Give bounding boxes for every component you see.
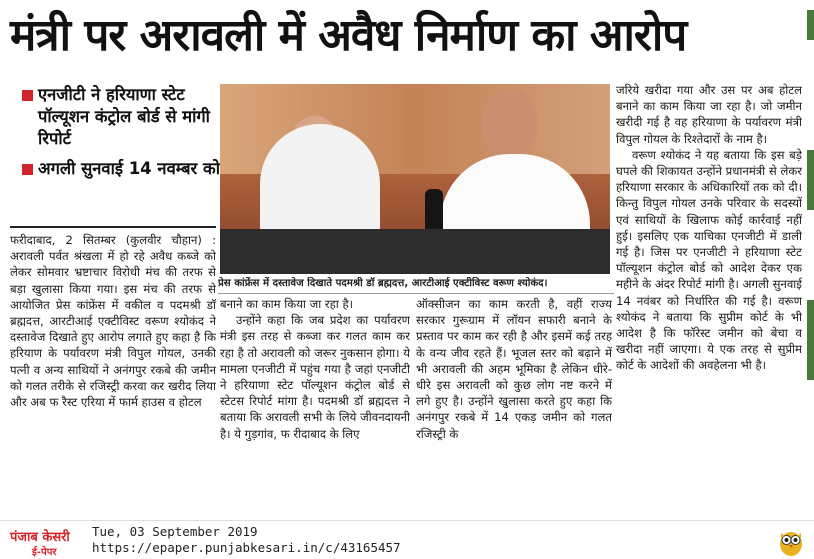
- article-column-1: [10, 232, 216, 518]
- edition-url[interactable]: https://epaper.punjabkesari.in/c/43165457: [92, 540, 401, 555]
- owl-mascot-icon: [778, 527, 804, 557]
- press-conference-photo: [220, 84, 610, 274]
- brand-logo[interactable]: पंजाब केसरी: [10, 530, 70, 545]
- article-dateline-para: फरीदाबाद, 2 सितम्बर (कुलवीर चौहान) : अरावली पर्वत श्रंखला में हो रहे अवैध कब्जे को लेकर सोमवार भ्रष्टाचार विरोधी मंच की तरफ से बड़ा खुलासा किया गया। इस मंच की तरफ से आयोजित प्रेस कांफ्रेंस में वकील व पदमश्री डॉ ब्रह्मदत्त, आरटीआई एक्टीविस्ट वरूण श्योकंद ने दस्तावेज दिखाते हुए आरोप लगाते हुए कहा है कि हरियाण के पर्यावरण मंत्री विपुल गोयल, उनकी पत्नी व अन्य साथियों ने अनंगपुर रकबे की जमीन को गलत तरीके से रजिस्ट्री करवा कर खरीद लिया और अब फ रैस्ट एरिया में फार्म हाउस व होटल: [10, 233, 216, 410]
- highlight-item: अगली सुनवाई 14 नवम्बर को: [22, 158, 220, 180]
- headline: मंत्री पर अरावली में अवैध निर्माण का आरोप: [10, 10, 687, 61]
- brand-logo-sub: ई-पेपर: [32, 547, 57, 558]
- article-column-4: जरिये खरीदा गया और उस पर अब होटल बनाने का काम किया जा रहा है। जो जमीन खरीदी गई है वह हरियाणा के पर्यावरण मंत्री विपुल गोयल के रिश्तेदारों के नाम है। वरूण श्योकंद ने यह बताया कि इस बड़े घपले की शिकायत उन्होंने प्रधानमंत्री से लेकर हरियाणा सरकार के अधिकारियों तक को दी। किन्तु विपुल गोयल उनके परिवार के सदस्यों एवं साथियों के खिलाफ कोई कार्रवाई नहीं हुई। इसलिए एक याचिका एनजीटी में डाली गई है। जिस पर एनजीटी ने हरियाणा स्टेट पॉल्यूशन कंट्रोल बोर्ड को आदेश देकर एक महीने के अंदर रिपोर्ट मांगी है। अगली सुनवाई 14 नवंबर को निर्धारित की गई है। वरूण श्योकंद ने बताया कि सुप्रीम कोर्ट के भी आदेश है कि फॉरेस्ट जमीन को बेचा व खरीदा नहीं जाएगा। ये एक तरह से सुप्रीम कोर्ट के आदेशों की अवहेलना भी है।: [616, 83, 802, 373]
- edition-date: Tue, 03 September 2019: [92, 524, 258, 539]
- article-column-3: ऑक्सीजन का काम करती है, वहीं राज्य सरकार गुरूग्राम में लॉयन सफारी बनाने के प्रस्ताव पर काम कर रही है और इसमें कई तरह के वन्य जीव रहते हैं। भूजल स्तर को बढ़ाने में भी अरावली की अहम भूमिका है लेकिन धीरे-धीरे इस अरावली को कुछ लोग नष्ट करने में लगे हुए है। उन्होंने खुलासा करते हुए कहा कि अनंगपुर रकबे में 14 एकड़ जमीन को गलत रजिस्ट्री के: [416, 297, 612, 441]
- epaper-footer: [0, 520, 814, 559]
- edition-meta: [92, 524, 401, 556]
- highlight-item: एनजीटी ने हरियाणा स्टेट पॉल्यूशन कंट्रोल बोर्ड से मांगी रिपोर्ट: [22, 84, 220, 150]
- bullet-square-icon: [22, 90, 33, 101]
- bullet-square-icon: [22, 164, 33, 175]
- article-column-2: बनाने का काम किया जा रहा है। उन्होंने कहा कि जब प्रदेश का पर्यावरण मंत्री इस तरह से कब्जा कर गलत काम कर रहा है तो अरावली को जरूर नुकसान होगा। ये मामला एनजीटी में पहुंच गया है जहां एनजीटी ने हरियाणा स्टेट पॉल्यूशन कंट्रोल बोर्ड से स्टेटस रिपोर्ट मांगा है। पदमश्री डॉ ब्रह्मदत्त ने बताया कि अरावली सभी के लिये जीवनदायनी है। ये गुड़गांव, फ रीदाबाद के लिए: [220, 297, 410, 441]
- highlights-box: [22, 84, 220, 188]
- section-divider: [10, 226, 216, 228]
- photo-caption: प्रेस कांफ्रेंस में दस्तावेज दिखाते पदमश्री डॉ ब्रह्मदत्त, आरटीआई एक्टीविस्ट वरूण श्योकंद।: [218, 277, 614, 294]
- adjacent-article-strip: [804, 0, 814, 520]
